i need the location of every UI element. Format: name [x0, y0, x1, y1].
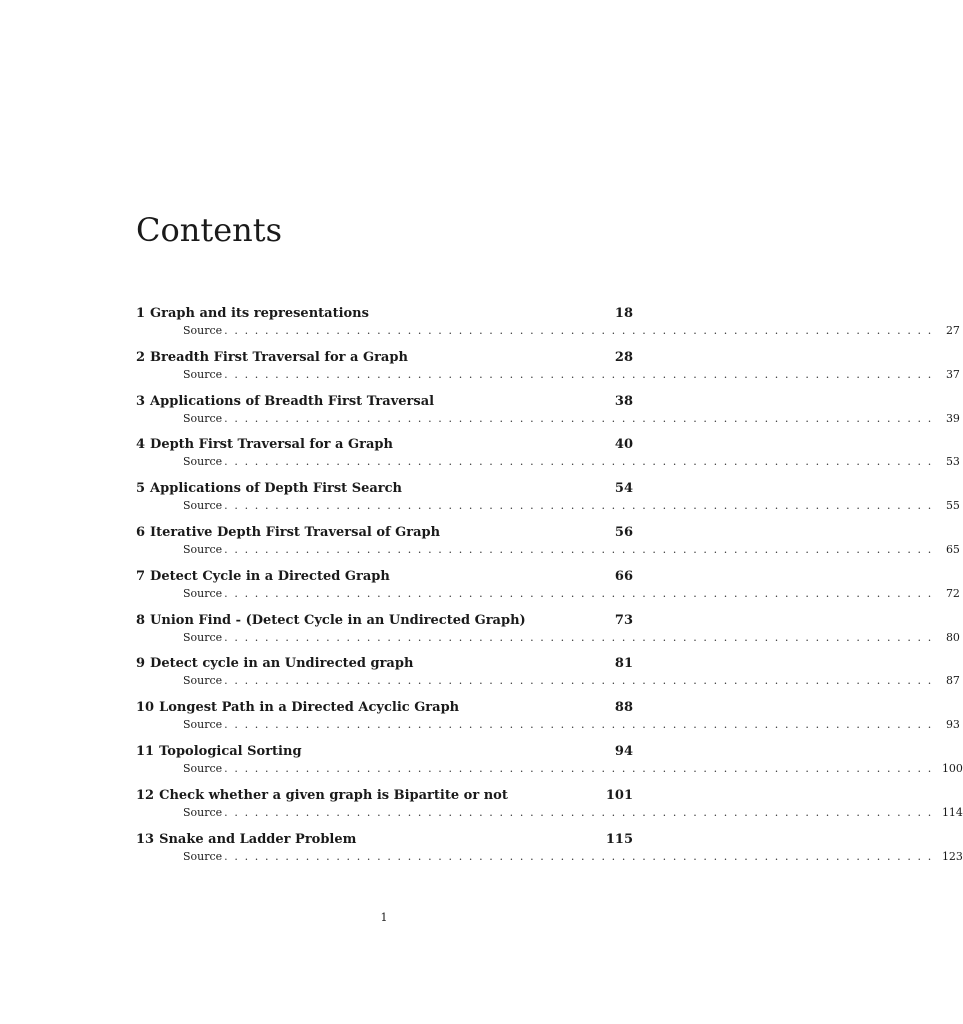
chapter-link[interactable] — [136, 654, 633, 674]
dot-leader: ...................................................................... — [224, 805, 938, 819]
section-page: 39 — [945, 411, 960, 425]
section-link[interactable] — [183, 586, 960, 601]
chapter-page: 73 — [614, 612, 633, 628]
chapter-number: 1 — [136, 306, 146, 321]
section-link[interactable] — [183, 761, 963, 776]
chapter-page: 28 — [614, 349, 633, 365]
section-page: 114 — [941, 805, 963, 819]
chapter-number: 13 — [136, 831, 155, 847]
section-title: Source — [183, 367, 223, 381]
chapter-link[interactable] — [136, 304, 633, 324]
section-link[interactable] — [183, 411, 960, 426]
chapter-title: Snake and Ladder Problem — [159, 831, 357, 847]
section-title: Source — [183, 324, 223, 337]
chapter-title: Iterative Depth First Traversal of Graph — [150, 524, 441, 540]
dot-leader: ...................................................................... — [224, 499, 938, 513]
chapter-number: 6 — [136, 524, 146, 540]
toc-entry — [136, 567, 960, 611]
chapter-number: 10 — [136, 700, 155, 716]
chapter-page: 88 — [614, 700, 633, 716]
dot-leader: ...................................................................... — [224, 761, 938, 775]
section-link[interactable] — [183, 674, 960, 688]
chapter-link[interactable] — [136, 830, 633, 850]
toc-entry — [136, 742, 963, 786]
dot-leader: ...................................................................... — [224, 542, 938, 556]
toc-entry — [136, 435, 960, 479]
section-link[interactable] — [183, 455, 960, 469]
chapter-title: Detect cycle in an Undirected graph — [150, 656, 414, 672]
chapter-title: Applications of Breadth First Traversal — [150, 393, 435, 409]
section-title: Source — [183, 499, 223, 513]
toc-entry — [136, 654, 960, 698]
section-title: Source — [183, 630, 223, 644]
dot-leader: ...................................................................... — [224, 630, 938, 644]
chapter-link[interactable] — [136, 698, 633, 718]
dot-leader: ...................................................................... — [224, 586, 938, 600]
section-page: 72 — [945, 586, 960, 600]
chapter-title: Union Find - (Detect Cycle in an Undirected Graph) — [150, 612, 526, 628]
dot-leader: ...................................................................... — [224, 411, 938, 425]
section-link[interactable] — [183, 499, 960, 513]
chapter-number: 11 — [136, 743, 155, 759]
section-link[interactable] — [183, 324, 960, 338]
chapter-title: Topological Sorting — [159, 743, 302, 759]
toc-entry — [136, 392, 960, 436]
chapter-title: Graph and its representations — [150, 306, 369, 321]
dot-leader: ...................................................................... — [224, 367, 938, 381]
page-title: Contents — [136, 211, 283, 249]
chapter-number: 12 — [136, 787, 155, 803]
chapter-title: Depth First Traversal for a Graph — [150, 437, 393, 453]
section-page: 100 — [941, 761, 963, 775]
chapter-number: 9 — [136, 656, 146, 672]
chapter-number: 8 — [136, 612, 146, 628]
section-title: Source — [183, 674, 223, 688]
chapter-link[interactable] — [136, 523, 633, 543]
dot-leader: ...................................................................... — [224, 849, 938, 863]
chapter-link[interactable] — [136, 392, 633, 412]
toc-entry — [136, 830, 963, 874]
chapter-title: Longest Path in a Directed Acyclic Graph — [159, 700, 460, 716]
section-page: 87 — [945, 674, 960, 688]
section-title: Source — [183, 411, 223, 425]
chapter-page: 101 — [605, 787, 633, 803]
section-page: 55 — [945, 499, 960, 513]
chapter-title: Detect Cycle in a Directed Graph — [150, 568, 390, 584]
chapter-number: 2 — [136, 349, 146, 365]
dot-leader: ...................................................................... — [224, 674, 938, 688]
toc-entry — [136, 479, 960, 523]
chapter-title: Breadth First Traversal for a Graph — [150, 349, 408, 365]
chapter-page: 81 — [614, 656, 633, 672]
section-link[interactable] — [183, 630, 960, 645]
section-link[interactable] — [183, 849, 963, 864]
section-page: 53 — [945, 455, 960, 469]
dot-leader: ...................................................................... — [224, 455, 938, 469]
toc-entry — [136, 786, 963, 830]
section-link[interactable] — [183, 367, 960, 382]
chapter-number: 5 — [136, 481, 146, 497]
chapter-number: 4 — [136, 437, 146, 453]
chapter-link[interactable] — [136, 742, 633, 762]
section-title: Source — [183, 586, 223, 600]
section-title: Source — [183, 805, 223, 819]
chapter-title: Applications of Depth First Search — [150, 481, 403, 497]
dot-leader: ...................................................................... — [224, 324, 938, 337]
section-link[interactable] — [183, 805, 963, 820]
chapter-page: 54 — [614, 481, 633, 497]
chapter-page: 38 — [614, 393, 633, 409]
chapter-page: 94 — [614, 743, 633, 759]
chapter-page: 18 — [614, 306, 633, 321]
chapter-link[interactable] — [136, 479, 633, 499]
section-title: Source — [183, 718, 223, 732]
section-title: Source — [183, 849, 223, 863]
chapter-link[interactable] — [136, 786, 633, 806]
section-page: 80 — [945, 630, 960, 644]
chapter-link[interactable] — [136, 435, 633, 455]
chapter-link[interactable] — [136, 567, 633, 587]
section-title: Source — [183, 761, 223, 775]
section-page: 27 — [945, 324, 960, 337]
section-title: Source — [183, 542, 223, 556]
chapter-number: 3 — [136, 393, 146, 409]
chapter-page: 56 — [614, 524, 633, 540]
chapter-link[interactable] — [136, 611, 633, 631]
section-page: 123 — [941, 849, 963, 863]
page-number: 1 — [380, 911, 388, 924]
chapter-number: 7 — [136, 568, 146, 584]
chapter-title: Check whether a given graph is Bipartite or not — [159, 787, 508, 803]
section-page: 65 — [945, 542, 960, 556]
toc-entry — [136, 611, 960, 655]
chapter-page: 66 — [614, 568, 633, 584]
dot-leader: ...................................................................... — [224, 718, 938, 732]
chapter-page: 115 — [605, 831, 633, 847]
section-link[interactable] — [183, 542, 960, 557]
toc-entry — [136, 523, 960, 567]
section-link[interactable] — [183, 718, 960, 732]
table-of-contents — [136, 304, 963, 873]
toc-entry — [136, 698, 960, 742]
chapter-link[interactable] — [136, 348, 633, 368]
section-page: 93 — [945, 718, 960, 732]
chapter-page: 40 — [614, 437, 633, 453]
toc-entry — [136, 348, 960, 392]
section-page: 37 — [945, 367, 960, 381]
section-title: Source — [183, 455, 223, 469]
toc-entry — [136, 304, 960, 348]
